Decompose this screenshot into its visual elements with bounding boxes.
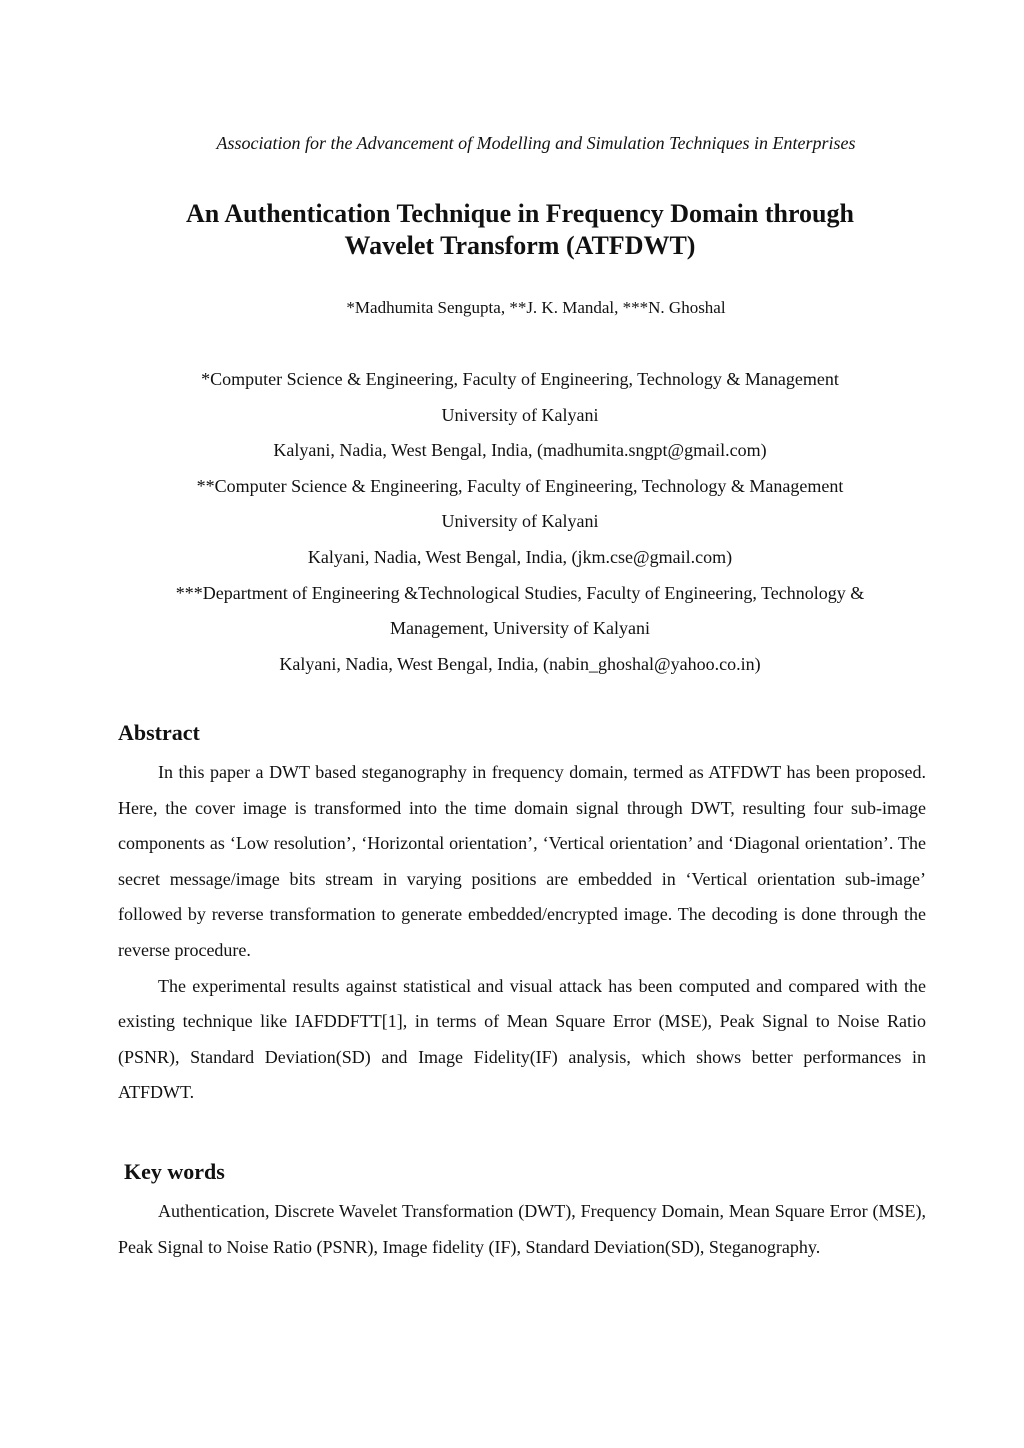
abstract-heading: Abstract: [118, 720, 200, 745]
affiliation-line: Kalyani, Nadia, West Bengal, India, (madhumita.sngpt@gmail.com): [273, 440, 767, 461]
affiliation-line: **Computer Science & Engineering, Faculty of Engineering, Technology & Management: [196, 475, 844, 496]
affiliation-line: ***Department of Engineering &Technological Studies, Faculty of Engineering, Technology &: [175, 582, 865, 603]
abstract-body: [118, 755, 926, 1111]
abstract-paragraph: The experimental results against statistical and visual attack has been computed and compared with the existing technique like IAFDDFTT[1], in terms of Mean Square Error (MSE), Peak Signal to Noise Ratio (PSNR), Standard Deviation(SD) and Image Fidelity(IF) analysis, which shows better performances in ATFDWT.: [118, 975, 926, 1103]
keywords-heading: Key words: [124, 1159, 225, 1184]
affiliation-line: Kalyani, Nadia, West Bengal, India, (jkm.cse@gmail.com): [307, 546, 733, 567]
abstract-paragraph: In this paper a DWT based steganography in frequency domain, termed as ATFDWT has been proposed. Here, the cover image is transformed into the time domain signal through DWT, resulting four sub-image components as ‘Low resolution’, ‘Horizontal orientation’, ‘Vertical orientation’ and ‘Diagonal orientation’. The secret message/image bits stream in varying positions are embedded in ‘Vertical orientation sub-image’ followed by reverse transformation to generate embedded/encrypted image. The decoding is done through the reverse procedure.: [118, 762, 926, 960]
affiliation-line: University of Kalyani: [441, 404, 599, 425]
affiliation-line: *Computer Science & Engineering, Faculty of Engineering, Technology & Management: [201, 369, 839, 389]
author-list: *Madhumita Sengupta, **J. K. Mandal, ***N. Ghoshal: [346, 298, 726, 317]
affiliation-line: University of Kalyani: [441, 511, 599, 532]
keywords-body: [118, 1194, 926, 1265]
affiliation-line: Management, University of Kalyani: [390, 618, 650, 639]
affiliation-line: Kalyani, Nadia, West Bengal, India, (nabin_ghoshal@yahoo.co.in): [279, 653, 761, 674]
keywords-text: Authentication, Discrete Wavelet Transformation (DWT), Frequency Domain, Mean Square Error (MSE), Peak Signal to Noise Ratio (PSNR), Image fidelity (IF), Standard Deviation(SD), Steganography.: [118, 1201, 926, 1257]
journal-header: Association for the Advancement of Modelling and Simulation Techniques in Enterprises: [216, 133, 856, 153]
paper-title-line-2: Wavelet Transform (ATFDWT): [344, 231, 696, 260]
paper-title: [0, 198, 1024, 262]
affiliations-block: [100, 362, 940, 682]
paper-title-line-1: An Authentication Technique in Frequency Domain through: [186, 199, 854, 228]
